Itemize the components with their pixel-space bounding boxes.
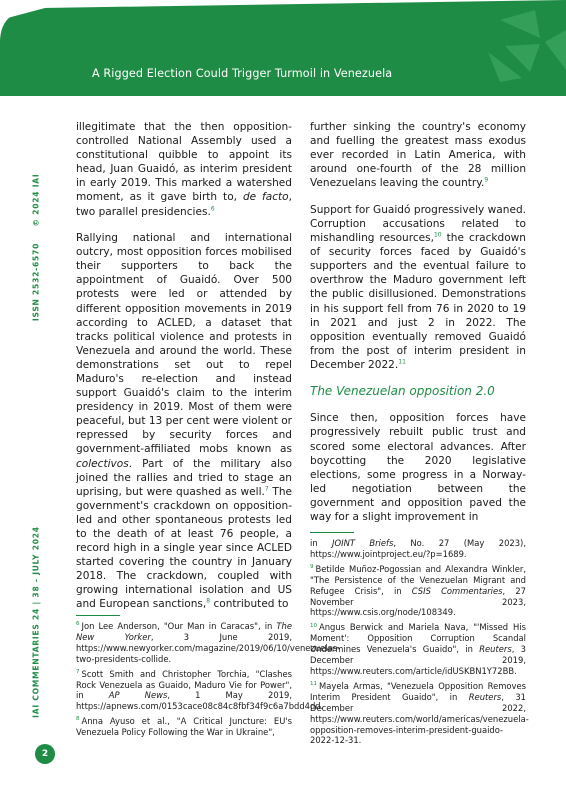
footnote: $^6$ Jon Lee Anderson, "Our Man in Caracas", in The New Yorker, 3 June 2019, https://www.newyorker.com/magazine/2019/06/10/venezuelas-two-presidents-collide. — [76, 621, 341, 664]
footnotes-right — [310, 532, 529, 750]
footnote-ref[interactable]: 10 — [433, 231, 442, 239]
footnotes-left — [76, 615, 341, 742]
paragraph: further sinking the country's economy and fuelling the greatest mass exodus ever recorded in Latin America, with around one-fourth of the 28 million Venezuelans leaving the country.$^9$ — [310, 121, 526, 190]
footnote-divider — [310, 532, 354, 533]
footnote: in JOINT Briefs, No. 27 (May 2023), https://www.jointproject.eu/?p=1689. — [310, 538, 526, 559]
footnote-divider — [76, 615, 120, 616]
running-title: A Rigged Election Could Trigger Turmoil in Venezuela — [92, 67, 393, 80]
page-header — [0, 0, 566, 96]
footnote: $^{10}$ Angus Berwick and Mariela Nava, "'Missed His Moment': Opposition Corruption Scandal Undermines Venezuela's Guaido", in Reuters, 3 December 2019, https://www.reuters.com/article/idUSKBN1Y72BB. — [310, 622, 526, 676]
series-text: IAI COMMENTARIES 24 | 38 - JULY 2024 — [31, 526, 41, 718]
text-column-left — [76, 120, 292, 624]
paragraph: Support for Guaidó progressively waned. Corruption accusations related to mishandling resources,$^{10}$ the crackdown of security forces faced by Guaidó's supporters and the eventual failure to overthrow the Maduro government left the public disillusioned. Demonstrations in his support fell from 76 in 2020 to 19 in 2021 and just 2 in 2022. The opposition eventually removed Guaidó from the post of interim president in December 2022.11 — [310, 203, 526, 371]
page-number: 2 — [35, 744, 55, 764]
footnote: $^{11}$ Mayela Armas, "Venezuela Opposition Removes Interim President Guaido", in Reuters, 31 December 2022, https://www.reuters.com/world/americas/venezuela-opposition-removes-interim-president-guaido-2022-12-31. — [310, 680, 529, 746]
paragraph: Rallying national and international outcry, most opposition forces mobilised their supporters to back the appointment of Guaidó. Over 500 protests were led or attended by different opposition movements in 2019 according to ACLED, a dataset that tracks political violence and protests in Venezuela and around the world. These demonstrations set out to repel Maduro's re-election and instead support Guaidó's claim to the interim presidency in 2019. Most of them were peaceful, but 13 per cent were violent or repressed by security forces and government-affiliated mobs known as colectivos. Part of the military also joined the rallies and tried to stage an uprising, but were quashed as well.$^7$ The government's crackdown on opposition-led and other spontaneous protests led to the death of at least 76 people, a record high in a single year since ACLED started covering the country in January 2018. The crackdown, coupled with growing international isolation and US and European sanctions,$^8$ contributed to — [76, 232, 293, 611]
footnote-ref[interactable]: 11 — [398, 358, 406, 366]
footnote: $^8$ Anna Ayuso et al., "A Critical Juncture: EU's Venezuela Policy Following the War in Ukraine", — [76, 716, 292, 738]
footnote-ref[interactable]: 7 — [264, 485, 269, 493]
section-heading: The Venezuelan opposition 2.0 — [310, 384, 495, 399]
footnote: $^7$ Scott Smith and Christopher Torchia, "Clashes Rock Venezuela as Guaido, Maduro Vie for Power", in AP News, 1 May 2019, https://apnews.com/0153cace08c84c8fbf34f9c6a7bdd4dd. — [76, 668, 324, 712]
issn-text: ISSN 2532-6570 — [31, 242, 41, 322]
copyright-text: © 2024 IAI — [31, 173, 41, 227]
footnote-ref[interactable]: 9 — [484, 176, 489, 184]
footnote-ref[interactable]: 8 — [206, 597, 211, 605]
paragraph: Since then, opposition forces have progressively rebuilt public trust and scored some electoral advances. After boycotting the 2020 legislative elections, some progress in a Norway-led negotiation between the government and opposition paved the way for a slight improvement in — [310, 412, 526, 524]
header-band — [0, 0, 566, 96]
footnote-ref[interactable]: 6 — [210, 205, 215, 213]
footnote: $^9$ Betilde Muñoz-Pogossian and Alexandra Winkler, "The Persistence of the Venezuelan Migrant and Refugee Crisis", in CSIS Commentaries, 27 November 2023, https://www.csis.org/node/108349. — [310, 563, 527, 618]
text-column-right — [310, 120, 526, 537]
paragraph: illegitimate that the then opposition-controlled National Assembly used a constitutional quibble to appoint its head, Juan Guaidó, as interim president in early 2019. This marked a watershed moment, as it gave birth to, de facto, two parallel presidencies.$^6$ — [76, 121, 292, 218]
